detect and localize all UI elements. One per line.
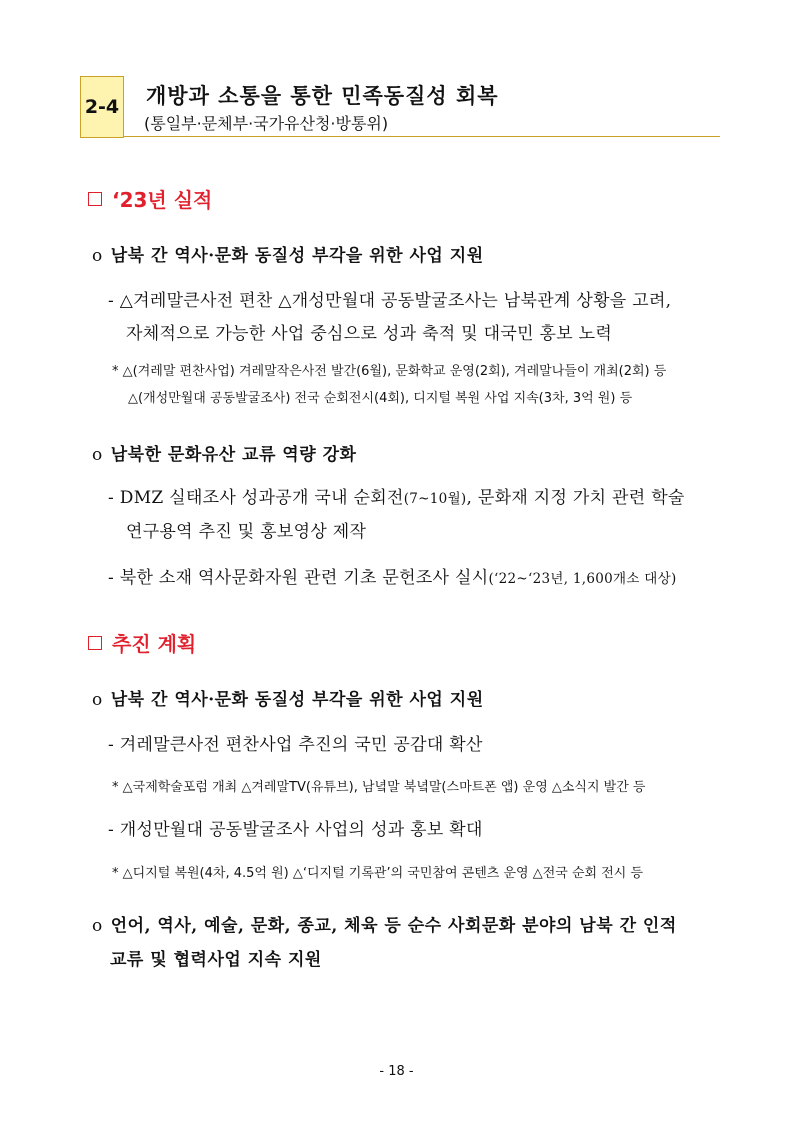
item-text-tail: , 문화재 지정 가치 관련 학술 <box>466 488 685 508</box>
results-bullet-2-item-1 <box>108 482 728 549</box>
item-text: △겨레말큰사전 편찬 △개성만월대 공동발굴조사는 남북관계 상황을 고려, <box>119 291 672 311</box>
dash-marker: - <box>108 735 115 755</box>
bullet-marker: o <box>92 690 103 710</box>
page-number: - 18 - <box>379 1064 414 1079</box>
results-bullet-1-item-1 <box>108 285 728 351</box>
results-bullet-1 <box>92 241 484 266</box>
item-text: DMZ 실태조사 성과공개 국내 순회전 <box>119 488 404 508</box>
plans-bullet-1-item-1-note <box>112 774 732 801</box>
item-detail: (‘22~‘23년, 1,600개소 대상) <box>488 571 677 587</box>
item-line-1 <box>108 729 728 762</box>
note-star-marker: * <box>112 364 119 379</box>
note-star-marker: * <box>112 780 119 795</box>
dash-marker: - <box>108 488 115 508</box>
item-text: 북한 소재 역사문화자원 관련 기초 문헌조사 실시 <box>119 568 489 588</box>
bullet-text: 남북 간 역사·문화 동질성 부각을 위한 사업 지원 <box>110 690 484 710</box>
note-line-1 <box>112 364 666 379</box>
bullet-marker: o <box>92 445 103 465</box>
plans-bullet-1-item-1 <box>108 729 728 762</box>
item-line-2: 자체적으로 가능한 사업 중심으로 성과 축적 및 대국민 홍보 노력 <box>126 324 613 344</box>
item-line-2: 연구용역 추진 및 홍보영상 제작 <box>126 522 367 542</box>
section-title: 개방과 소통을 통한 민족동질성 회복 <box>146 84 499 108</box>
results-bullet-2-item-2 <box>108 562 728 596</box>
section-number-badge: 2-4 <box>80 76 124 138</box>
results-bullet-2 <box>92 440 356 465</box>
note-line-2: △(개성만월대 공동발굴조사) 전국 순회전시(4회), 디지털 복원 사업 지속(3차, 3억 원) 등 <box>128 391 633 406</box>
item-date-range: (7~10월) <box>403 491 467 507</box>
bullet-text: 남북 간 역사·문화 동질성 부각을 위한 사업 지원 <box>110 246 484 266</box>
bullet-text: 남북한 문화유산 교류 역량 강화 <box>110 445 357 465</box>
bullet-text: 언어, 역사, 예술, 문화, 종교, 체육 등 순수 사회문화 분야의 남북 간 인적 <box>110 916 677 936</box>
dash-marker: - <box>108 291 115 311</box>
note-star-marker: * <box>112 866 119 881</box>
bullet-marker: o <box>92 246 103 266</box>
plans-bullet-1-item-2-note <box>112 860 732 887</box>
checkbox-square-icon <box>88 192 102 206</box>
header-divider <box>124 136 720 137</box>
item-text: 개성만월대 공동발굴조사 사업의 성과 홍보 확대 <box>119 820 483 840</box>
item-line-1 <box>108 562 728 596</box>
results-section-title: ‘23년 실적 <box>112 188 213 212</box>
section-subtitle: (통일부·문체부·국가유산청·방통위) <box>144 114 389 133</box>
results-section-heading <box>88 184 212 213</box>
results-bullet-1-note <box>112 358 732 412</box>
checkbox-square-icon <box>88 636 102 650</box>
bullet-line-1 <box>92 909 732 943</box>
plans-section-title: 추진 계획 <box>112 632 197 656</box>
plans-bullet-2 <box>92 909 732 977</box>
note-text: △국제학술포럼 개최 △겨레말TV(유튜브), 남녘말 북녘말(스마트폰 앱) 운영 △소식지 발간 등 <box>122 780 646 795</box>
plans-bullet-1-item-2 <box>108 814 728 847</box>
note-text: △디지털 복원(4차, 4.5억 원) △‘디지털 기록관’의 국민참여 콘텐츠 운영 △전국 순회 전시 등 <box>122 866 644 881</box>
dash-marker: - <box>108 568 115 588</box>
plans-bullet-1 <box>92 685 484 710</box>
dash-marker: - <box>108 820 115 840</box>
item-line-1 <box>108 285 728 318</box>
note-text: △(겨레말 편찬사업) 겨레말작은사전 발간(6월), 문화학교 운영(2회), 겨레말나들이 개최(2회) 등 <box>122 364 667 379</box>
item-line-1 <box>108 814 728 847</box>
bullet-line-2: 교류 및 협력사업 지속 지원 <box>110 950 322 970</box>
bullet-marker: o <box>92 916 103 936</box>
plans-section-heading <box>88 628 196 657</box>
section-header <box>80 76 720 138</box>
item-text: 겨레말큰사전 편찬사업 추진의 국민 공감대 확산 <box>119 735 483 755</box>
item-line-1 <box>108 482 728 516</box>
